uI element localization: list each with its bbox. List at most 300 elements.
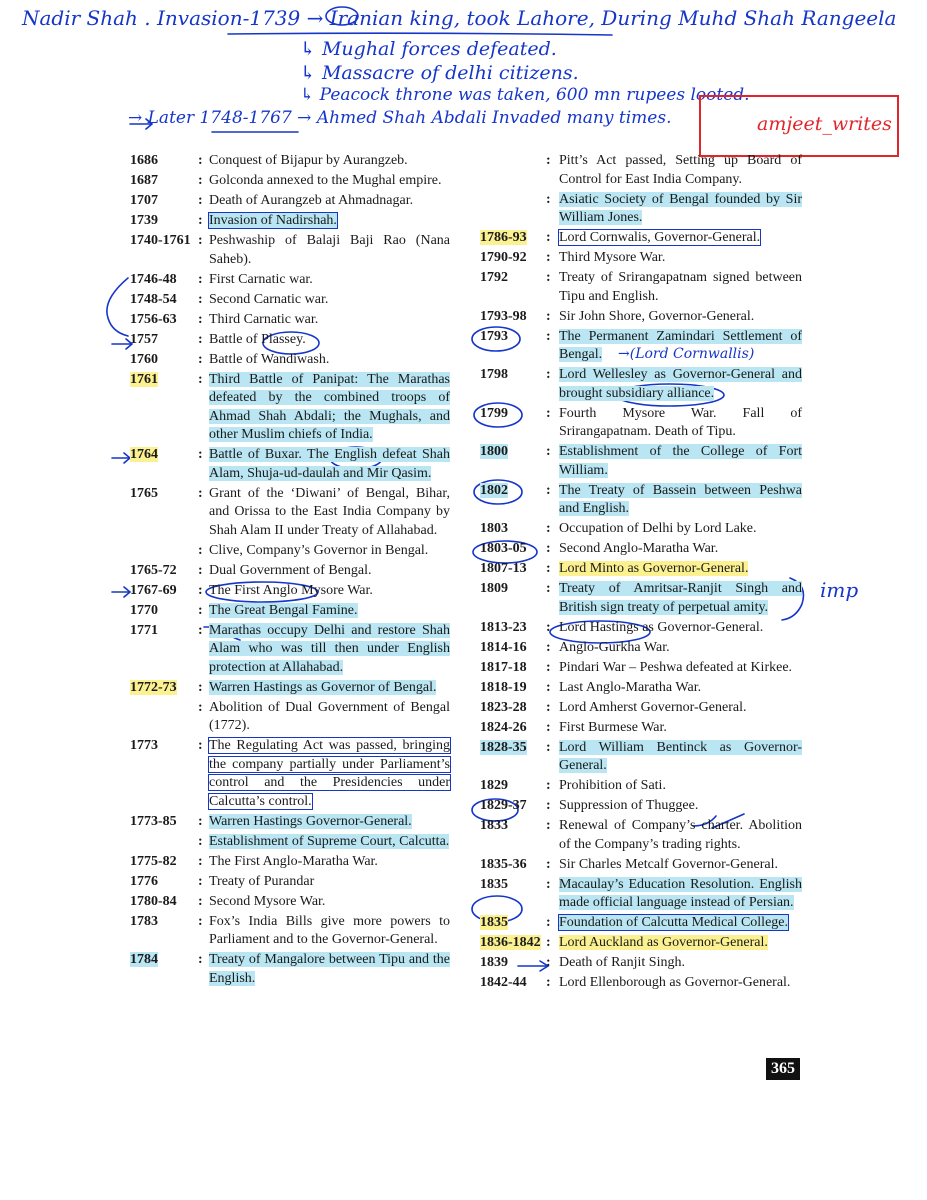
entry-colon: : <box>198 351 203 367</box>
entry-colon: : <box>198 485 203 501</box>
entry-text-content: Treaty of Purandar <box>209 873 315 889</box>
entry-text <box>209 699 450 736</box>
entry-year-content: 1739 <box>130 213 158 228</box>
entry-year-content: 1707 <box>130 193 158 208</box>
entry-text <box>559 797 802 816</box>
entry-text-content: Establishment of the College of Fort William. <box>559 444 802 478</box>
entry-text <box>559 443 802 480</box>
entry-text-content: Treaty of Amritsar-Ranjit Singh and British sign treaty of perpetual amity. <box>559 581 802 615</box>
entry-year <box>130 371 198 390</box>
timeline-entry <box>480 580 802 617</box>
entry-text-content: The Permanent Zamindari Settlement of Bengal. <box>559 328 802 362</box>
entry-year-content: 1773-85 <box>130 813 177 829</box>
timeline-entry <box>130 562 450 581</box>
entry-text <box>209 853 450 872</box>
entry-colon: : <box>546 619 551 635</box>
entry-year <box>480 328 546 347</box>
entry-colon: : <box>546 955 551 970</box>
timeline-entry <box>480 817 802 854</box>
entry-colon: : <box>546 915 551 930</box>
entry-year-content: 1833 <box>480 818 508 833</box>
entry-year-content: 1760 <box>130 351 158 367</box>
entry-year <box>480 366 546 385</box>
entry-year-content: 1761 <box>130 371 158 387</box>
entry-text <box>559 659 802 678</box>
entry-year <box>130 622 198 641</box>
entry-colon: : <box>546 250 551 265</box>
entry-text-content: Peshwaship of Balaji Baji Rao (Nana Saheb). <box>209 233 450 267</box>
entry-year <box>130 893 198 912</box>
entry-text <box>209 331 450 350</box>
timeline-entry <box>130 351 450 370</box>
entry-text-content: Fox’s India Bills give more powers to Parliament and to the Governor-General. <box>209 913 450 947</box>
entry-year <box>130 679 198 698</box>
entry-colon: : <box>546 191 551 207</box>
timeline-entry <box>480 777 802 796</box>
note-cornwallis: →(Lord Cornwallis) <box>618 346 755 362</box>
entry-year-content: 1790-92 <box>480 250 527 265</box>
timeline-entry <box>480 443 802 480</box>
entry-colon: : <box>198 153 203 168</box>
entry-text <box>209 873 450 892</box>
entry-year-content: 1746-48 <box>130 271 177 287</box>
entry-year-content: 1793-98 <box>480 308 527 324</box>
entry-year-content: 1756-63 <box>130 311 177 327</box>
entry-colon: : <box>198 622 203 638</box>
entry-text-content: First Burmese War. <box>559 719 667 735</box>
entry-year <box>130 311 198 330</box>
entry-year-content: 1773 <box>130 738 158 753</box>
timeline-entry <box>480 954 802 973</box>
entry-year-content: 1786-93 <box>480 230 527 245</box>
timeline-entry <box>130 542 450 561</box>
entry-text <box>559 777 802 796</box>
timeline-entry <box>480 560 802 579</box>
underline-note <box>228 33 612 35</box>
timeline-entry <box>130 485 450 541</box>
entry-year-content: 1813-23 <box>480 619 527 635</box>
entry-text-content: Lord Cornwalis, Governor-General. <box>559 230 761 245</box>
entry-colon: : <box>546 270 551 285</box>
entry-text <box>559 719 802 738</box>
entry-year <box>480 560 546 579</box>
entry-colon: : <box>546 639 551 655</box>
entry-colon: : <box>198 602 203 618</box>
timeline-entry <box>480 229 802 248</box>
entry-year <box>480 914 546 933</box>
entry-year <box>480 974 546 993</box>
entry-year-content: 1835 <box>480 876 508 892</box>
entry-year <box>480 856 546 875</box>
timeline-entry <box>480 366 802 403</box>
entry-text <box>559 679 802 698</box>
entry-text-content: Renewal of Company’s charter. Abolition of the Company’s trading rights. <box>559 818 802 852</box>
timeline-entry <box>480 719 802 738</box>
entry-text-content: The Regulating Act was passed, bringing the company partially under Parliament’s control and the Presidencies under Calcutta’s control. <box>209 738 450 809</box>
entry-text <box>209 813 450 832</box>
entry-year <box>480 659 546 678</box>
entry-text <box>209 737 450 811</box>
entry-year <box>130 331 198 350</box>
entry-text <box>209 291 450 310</box>
entry-text-content: Pindari War – Peshwa defeated at Kirkee. <box>559 659 793 675</box>
entry-text-content: Death of Aurangzeb at Ahmadnagar. <box>209 193 414 208</box>
entry-text <box>209 485 450 541</box>
entry-year <box>130 271 198 290</box>
entry-text <box>559 639 802 658</box>
entry-year <box>480 777 546 796</box>
timeline-entry <box>130 331 450 350</box>
entry-year-content: 1836-1842 <box>480 935 541 950</box>
entry-year-content: 1807-13 <box>480 561 527 576</box>
entry-text-content: Dual Government of Bengal. <box>209 562 372 578</box>
timeline-entry <box>130 893 450 912</box>
entry-text <box>559 560 802 579</box>
timeline-entry <box>130 192 450 211</box>
entry-year <box>130 602 198 621</box>
entry-colon: : <box>546 405 551 421</box>
timeline-entry <box>480 405 802 442</box>
entry-text <box>209 172 450 191</box>
entry-text-content: Anglo-Gurkha War. <box>559 639 670 655</box>
entry-colon: : <box>546 798 551 813</box>
entry-year-content: 1764 <box>130 447 158 462</box>
entry-colon: : <box>198 291 203 307</box>
entry-text <box>559 520 802 539</box>
timeline-entry <box>480 739 802 776</box>
entry-year-content: 1829 <box>480 778 508 793</box>
entry-year <box>480 619 546 638</box>
entry-colon: : <box>198 193 203 208</box>
timeline-entry <box>480 520 802 539</box>
entry-year-content: 1748-54 <box>130 291 177 307</box>
entry-year-content: 1814-16 <box>480 639 527 655</box>
entry-text <box>209 679 450 698</box>
entry-text <box>209 311 450 330</box>
entry-text-content: Battle of Buxar. The English defeat Shah Alam, Shuja-ud-daulah and Mir Qasim. <box>209 447 450 481</box>
timeline-entry <box>480 540 802 559</box>
entry-year-content: 1803-05 <box>480 541 527 556</box>
entry-year-content: 1784 <box>130 952 158 967</box>
timeline-entry <box>480 191 802 228</box>
timeline-entry <box>130 853 450 872</box>
entry-text-content: Battle of Wandiwash. <box>209 351 330 367</box>
entry-text-content: Battle of Plassey. <box>209 331 306 347</box>
entry-colon: : <box>198 738 203 753</box>
timeline-entry <box>480 639 802 658</box>
entry-colon: : <box>198 447 203 462</box>
note-line-3: ↳ Massacre of delhi citizens. <box>300 62 579 84</box>
entry-text <box>559 856 802 875</box>
entry-text-content: Lord Wellesley as Governor-General and brought subsidiary alliance. <box>559 367 802 401</box>
entry-text <box>209 446 450 483</box>
timeline-entry <box>130 152 450 171</box>
timeline-entry <box>130 833 450 852</box>
entry-year <box>130 582 198 601</box>
entry-text-content: Asiatic Society of Bengal founded by Sir William Jones. <box>559 191 802 225</box>
entry-text <box>209 951 450 988</box>
timeline-entry <box>130 311 450 330</box>
timeline-entry <box>130 873 450 892</box>
entry-colon: : <box>546 856 551 872</box>
entry-year-content: 1818-19 <box>480 679 527 695</box>
timeline-entry <box>130 371 450 445</box>
entry-year-content: 1792 <box>480 270 508 285</box>
entry-text <box>209 542 450 561</box>
entry-colon: : <box>198 699 203 715</box>
entry-text <box>559 954 802 973</box>
entry-text-content: Establishment of Supreme Court, Calcutta. <box>209 833 450 849</box>
entry-text <box>559 619 802 638</box>
bracket-carnatic <box>107 278 128 336</box>
entry-text-content: Golconda annexed to the Mughal empire. <box>209 173 442 188</box>
entry-colon: : <box>198 813 203 829</box>
timeline-entry <box>130 737 450 811</box>
entry-year-content: 1771 <box>130 622 158 638</box>
note-line-1: Nadir Shah . Invasion-1739 → Iranian king, took Lahore, During Muhd Shah Rangeela <box>22 6 897 30</box>
entry-year-content: 1757 <box>130 331 158 347</box>
entry-text <box>559 191 802 228</box>
entry-year-content: 1824-26 <box>480 719 527 735</box>
entry-year <box>130 813 198 832</box>
entry-text <box>559 934 802 953</box>
entry-text-content: Lord William Bentinck as Governor-General. <box>559 739 802 773</box>
timeline-entry <box>130 679 450 698</box>
arrow-1757 <box>112 339 132 349</box>
entry-year-content: 1775-82 <box>130 853 177 869</box>
entry-text-content: Death of Ranjit Singh. <box>559 955 685 970</box>
entry-colon: : <box>198 311 203 327</box>
entry-colon: : <box>198 952 203 967</box>
entry-year <box>480 797 546 816</box>
entry-text-content: Grant of the ‘Diwani’ of Bengal, Bihar, and Orissa to the East India Company by Shah Alam II under Treaty of Allahabad. <box>209 485 450 538</box>
entry-text <box>559 817 802 854</box>
entry-text <box>209 212 450 231</box>
entry-year <box>480 719 546 738</box>
timeline-entry <box>130 172 450 191</box>
entry-colon: : <box>198 331 203 347</box>
entry-year <box>480 580 546 599</box>
entry-colon: : <box>198 562 203 578</box>
entry-year-content: 1798 <box>480 367 508 382</box>
entry-year-content: 1809 <box>480 581 508 596</box>
entry-text-content: Third Mysore War. <box>559 250 666 265</box>
entry-colon: : <box>546 308 551 324</box>
arrow-1764 <box>112 453 130 463</box>
entry-colon: : <box>546 541 551 556</box>
entry-text <box>559 366 802 403</box>
entry-year-content: 1835-36 <box>480 856 527 872</box>
entry-text <box>209 582 450 601</box>
entry-colon: : <box>546 521 551 536</box>
entry-text-content: Invasion of Nadirshah. <box>209 213 337 228</box>
entry-text-content: Warren Hastings as Governor of Bengal. <box>209 679 437 695</box>
entry-text-content: Second Anglo-Maratha War. <box>559 541 719 556</box>
page-number: 365 <box>766 1058 800 1080</box>
entry-text-content: Macaulay’s Education Resolution. English made official language instead of Persian. <box>559 876 802 910</box>
timeline-entry <box>130 622 450 678</box>
entry-text <box>559 269 802 306</box>
entry-year <box>480 308 546 327</box>
entry-text-content: Foundation of Calcutta Medical College. <box>559 915 789 930</box>
timeline-entry <box>130 813 450 832</box>
entry-text-content: Second Mysore War. <box>209 893 326 909</box>
note-line-2: ↳ Mughal forces defeated. <box>300 38 557 60</box>
entry-colon: : <box>546 935 551 950</box>
entry-year-content: 1770 <box>130 602 158 618</box>
entry-year <box>130 913 198 932</box>
entry-year <box>480 269 546 288</box>
timeline-entry <box>480 328 802 365</box>
entry-year-content: 1835 <box>480 915 508 930</box>
timeline-entry <box>130 446 450 483</box>
entry-text-content: Pitt’s Act passed, Setting up Board of Control for East India Company. <box>559 153 802 187</box>
entry-year-content: 1803 <box>480 521 508 536</box>
entry-colon: : <box>198 893 203 909</box>
entry-year <box>480 679 546 698</box>
entry-colon: : <box>546 581 551 596</box>
timeline-entry <box>480 152 802 189</box>
entry-colon: : <box>546 739 551 755</box>
entry-text <box>559 974 802 993</box>
entry-colon: : <box>546 975 551 990</box>
right-timeline-column <box>480 152 802 994</box>
entry-colon: : <box>198 271 203 287</box>
timeline-entry <box>480 876 802 913</box>
entry-year <box>130 212 198 231</box>
entry-year <box>480 699 546 718</box>
timeline-entry <box>480 679 802 698</box>
entry-year <box>130 172 198 191</box>
entry-year-content: 1800 <box>480 444 508 459</box>
entry-year-content: 1783 <box>130 913 158 929</box>
entry-text-content: Prohibition of Sati. <box>559 778 666 793</box>
timeline-entry <box>130 291 450 310</box>
timeline-entry <box>480 974 802 993</box>
timeline-entry <box>130 232 450 269</box>
timeline-entry <box>480 308 802 327</box>
entry-text-content: Treaty of Mangalore between Tipu and the English. <box>209 952 450 986</box>
entry-year-content: 1802 <box>480 482 508 498</box>
entry-year-content: 1767-69 <box>130 582 177 598</box>
entry-colon: : <box>198 173 203 188</box>
entry-text-content: Lord Hastings as Governor-General. <box>559 619 764 635</box>
entry-text-content: The First Anglo Mysore War. <box>209 582 373 598</box>
entry-year <box>480 739 546 758</box>
entry-year <box>480 520 546 539</box>
timeline-entry <box>130 212 450 231</box>
entry-year-content: 1839 <box>480 955 508 970</box>
entry-text-content: Suppression of Thuggee. <box>559 798 699 813</box>
entry-year <box>130 853 198 872</box>
entry-year-content: 1687 <box>130 173 158 188</box>
entry-text-content: Sir Charles Metcalf Governor-General. <box>559 856 778 872</box>
entry-text <box>209 192 450 211</box>
entry-text-content: Clive, Company’s Governor in Bengal. <box>209 542 429 558</box>
entry-year-content: 1793 <box>480 328 508 344</box>
timeline-entry <box>130 582 450 601</box>
entry-year <box>130 485 198 504</box>
timeline-entry <box>480 699 802 718</box>
entry-year-content: 1776 <box>130 873 158 889</box>
entry-colon: : <box>546 230 551 245</box>
entry-text <box>209 152 450 171</box>
entry-text <box>559 405 802 442</box>
timeline-entry <box>480 934 802 953</box>
entry-text <box>559 229 802 248</box>
entry-year <box>130 291 198 310</box>
entry-text-content: Third Battle of Panipat: The Marathas defeated by the combined troops of Ahmad Shah Abdali; the Mughals, and other Muslim chiefs of India. <box>209 371 450 442</box>
entry-text <box>559 540 802 559</box>
entry-year-content: 1740-1761 <box>130 233 191 248</box>
entry-year-content: 1780-84 <box>130 893 177 909</box>
entry-text-content: Lord Minto as Governor-General. <box>559 561 749 576</box>
timeline-entry <box>130 951 450 988</box>
entry-year <box>130 562 198 581</box>
timeline-entry <box>130 602 450 621</box>
entry-year <box>480 817 546 836</box>
entry-text <box>559 876 802 913</box>
timeline-entry <box>130 913 450 950</box>
entry-year <box>130 192 198 211</box>
entry-year <box>480 540 546 559</box>
entry-colon: : <box>546 876 551 892</box>
entry-colon: : <box>198 213 203 228</box>
entry-year <box>480 639 546 658</box>
entry-year-content: 1799 <box>480 405 508 421</box>
timeline-entry <box>480 914 802 933</box>
entry-colon: : <box>546 482 551 498</box>
entry-text <box>559 249 802 268</box>
entry-year <box>130 873 198 892</box>
entry-colon: : <box>198 542 203 558</box>
timeline-entry <box>130 699 450 736</box>
entry-year-content: 1842-44 <box>480 975 527 990</box>
entry-text-content: The Treaty of Bassein between Peshwa and English. <box>559 482 802 516</box>
entry-text-content: Fourth Mysore War. Fall of Srirangapatnam. Death of Tipu. <box>559 405 802 439</box>
entry-text <box>209 893 450 912</box>
entry-text-content: Treaty of Srirangapatnam signed between Tipu and English. <box>559 270 802 304</box>
entry-colon: : <box>198 679 203 695</box>
entry-text-content: Occupation of Delhi by Lord Lake. <box>559 521 757 536</box>
entry-year-content: 1829-37 <box>480 798 527 813</box>
entry-text <box>559 580 802 617</box>
entry-colon: : <box>198 833 203 849</box>
entry-year <box>130 152 198 171</box>
entry-text-content: Second Carnatic war. <box>209 291 329 307</box>
entry-text-content: Lord Auckland as Governor-General. <box>559 935 768 950</box>
entry-colon: : <box>546 561 551 576</box>
entry-text-content: The First Anglo-Maratha War. <box>209 853 378 869</box>
entry-year <box>480 482 546 501</box>
entry-year <box>480 249 546 268</box>
entry-text-content: Marathas occupy Delhi and restore Shah Alam who was till then under English protection at Allahabad. <box>209 622 450 675</box>
entry-text-content: Lord Ellenborough as Governor-General. <box>559 975 791 990</box>
entry-text <box>559 482 802 519</box>
entry-year-content: 1765-72 <box>130 562 177 578</box>
entry-colon: : <box>546 367 551 382</box>
entry-text <box>209 622 450 678</box>
timeline-entry <box>480 482 802 519</box>
entry-year <box>130 737 198 756</box>
note-line-5: → Later 1748-1767 → Ahmed Shah Abdali Invaded many times. <box>128 108 672 128</box>
entry-text <box>209 371 450 445</box>
entry-colon: : <box>546 778 551 793</box>
timeline-entry <box>480 619 802 638</box>
entry-text <box>559 914 802 933</box>
entry-colon: : <box>546 444 551 459</box>
entry-year-content: 1772-73 <box>130 679 177 695</box>
